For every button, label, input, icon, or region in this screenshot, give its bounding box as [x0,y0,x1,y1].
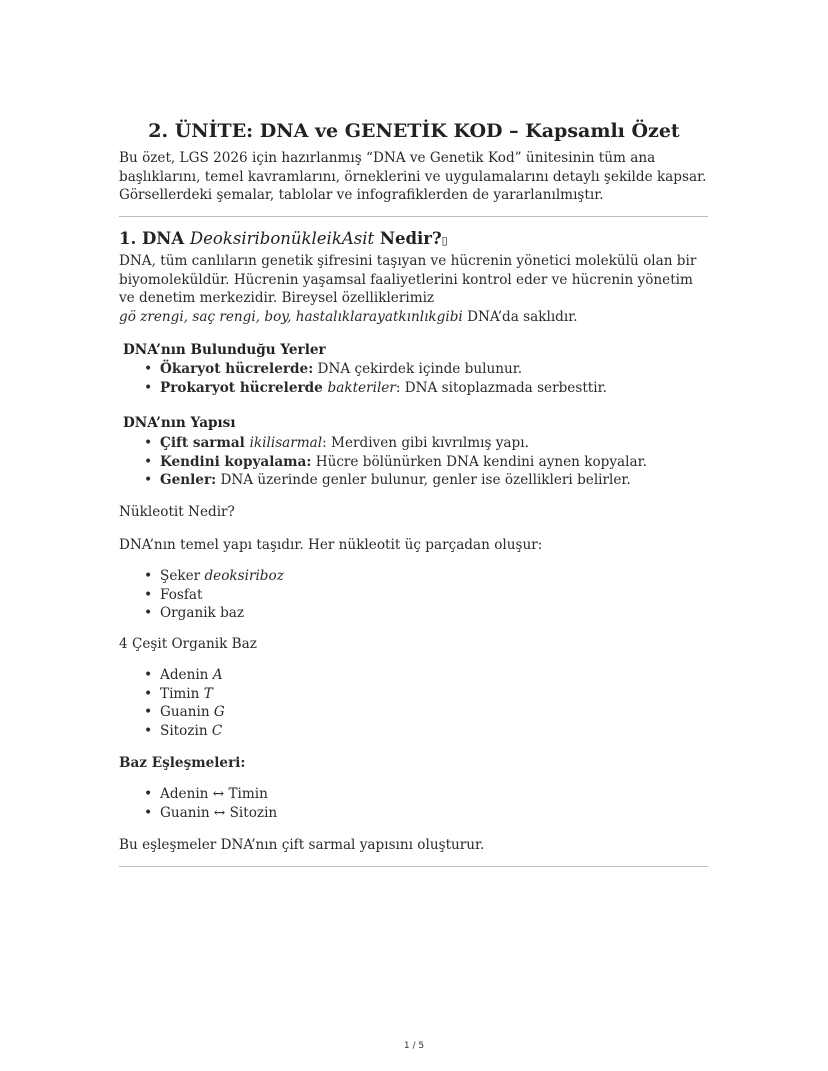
item-text: : Merdiven gibi kıvrılmış yapı. [322,435,529,451]
item-math: C [211,722,223,739]
heading-prefix: 1. DNA [119,229,190,248]
divider [119,866,708,867]
item-text: Adenin [160,667,213,683]
bases-list [119,666,225,740]
item-math: G [213,704,225,721]
item-text: DNA çekirdek içinde bulunur. [313,361,523,377]
list-item [119,604,284,623]
intro-paragraph: Bu özet, LGS 2026 için hazırlanmış “DNA ve Genetik Kod” ünitesinin tüm ana başlıklarını, temel kavramlarını, örneklerini ve uygulamalarını detaylı şekilde kapsar. Görsellerdeki şemalar, tablolar ve infografiklerden de yararlanılmıştır. [119,150,707,203]
pairing-list [119,785,277,822]
definition-text: DNA, tüm canlıların genetik şifresini taşıyan ve hücrenin yönetici molekülü olan bir biyomoleküldür. Hücrenin yaşamsal faaliyetlerini kontrol eder ve hücrenin yönetim ve denetim merkezidir. Bireysel özelliklerimiz [119,253,697,306]
item-text: Şeker [160,568,205,584]
list-item [119,453,647,472]
pairing-heading: Baz Eşleşmeleri: [119,755,246,771]
item-math: deoksiriboz [204,568,284,584]
item-bold: Prokaryot hücrelerde [160,379,328,396]
item-bold: Genler: [160,472,217,489]
nucleotide-description: DNA’nın temel yapı taşıdır. Her nükleotit üç parçadan oluşur: [119,537,543,553]
list-item [119,360,607,379]
list-item [119,567,284,586]
list-item [119,471,647,490]
nucleotide-parts-list [119,567,284,623]
list-item [119,379,607,398]
dna-definition [119,252,709,326]
item-bold: Çift sarmal [160,435,250,451]
item-text: Organik baz [160,605,245,622]
nucleotide-question: Nükleotit Nedir? [119,504,235,520]
item-text: Fosfat [160,586,203,603]
definition-end: DNA’da saklıdır. [462,308,578,325]
item-text: Timin [160,685,204,702]
item-text: DNA üzerinde genler bulunur, genler ise özellikleri belirler. [216,472,631,489]
locations-list [119,360,607,397]
item-math: ikilisarmal [249,435,323,451]
page-number: 1 / 5 [403,1041,425,1051]
structure-list [119,434,647,490]
missing-glyph-icon: ▯ [441,234,448,247]
page-title: 2. ÜNİTE: DNA ve GENETİK KOD – Kapsamlı Özet [148,120,680,142]
item-text: Sitozin [160,722,212,739]
section-heading [119,229,448,248]
list-item [119,586,284,605]
pairing-note: Bu eşleşmeler DNA’nın çift sarmal yapısını oluşturur. [119,837,485,853]
structure-heading: DNA’nın Yapısı [123,415,236,431]
list-item: • Guanin ↔ Sitozin [119,804,277,823]
heading-suffix: Nedir? [374,229,442,248]
list-item [119,666,225,685]
item-text: Guanin [160,704,214,721]
list-item [119,434,647,453]
item-bold: Ökaryot hücrelerde: [160,361,314,377]
item-bold: Kendini kopyalama: [160,453,312,470]
bases-heading: 4 Çeşit Organik Baz [119,636,257,652]
divider [119,216,708,217]
item-text: : DNA sitoplazmada serbesttir. [395,379,607,396]
heading-math: DeoksiribonükleikAsit [189,229,375,248]
locations-heading: DNA’nın Bulunduğu Yerler [123,342,326,358]
list-item [119,685,225,704]
list-item [119,722,225,741]
list-item: • Adenin ↔ Timin [119,785,277,804]
list-item [119,703,225,722]
definition-math: gö zrengi, saç rengi, boy, hastalıklarayatkınlıkgibi [119,308,463,325]
item-math: bakteriler [327,379,396,396]
item-math: T [203,685,213,702]
item-math: A [212,667,223,683]
item-text: Hücre bölünürken DNA kendini aynen kopyalar. [311,453,647,470]
